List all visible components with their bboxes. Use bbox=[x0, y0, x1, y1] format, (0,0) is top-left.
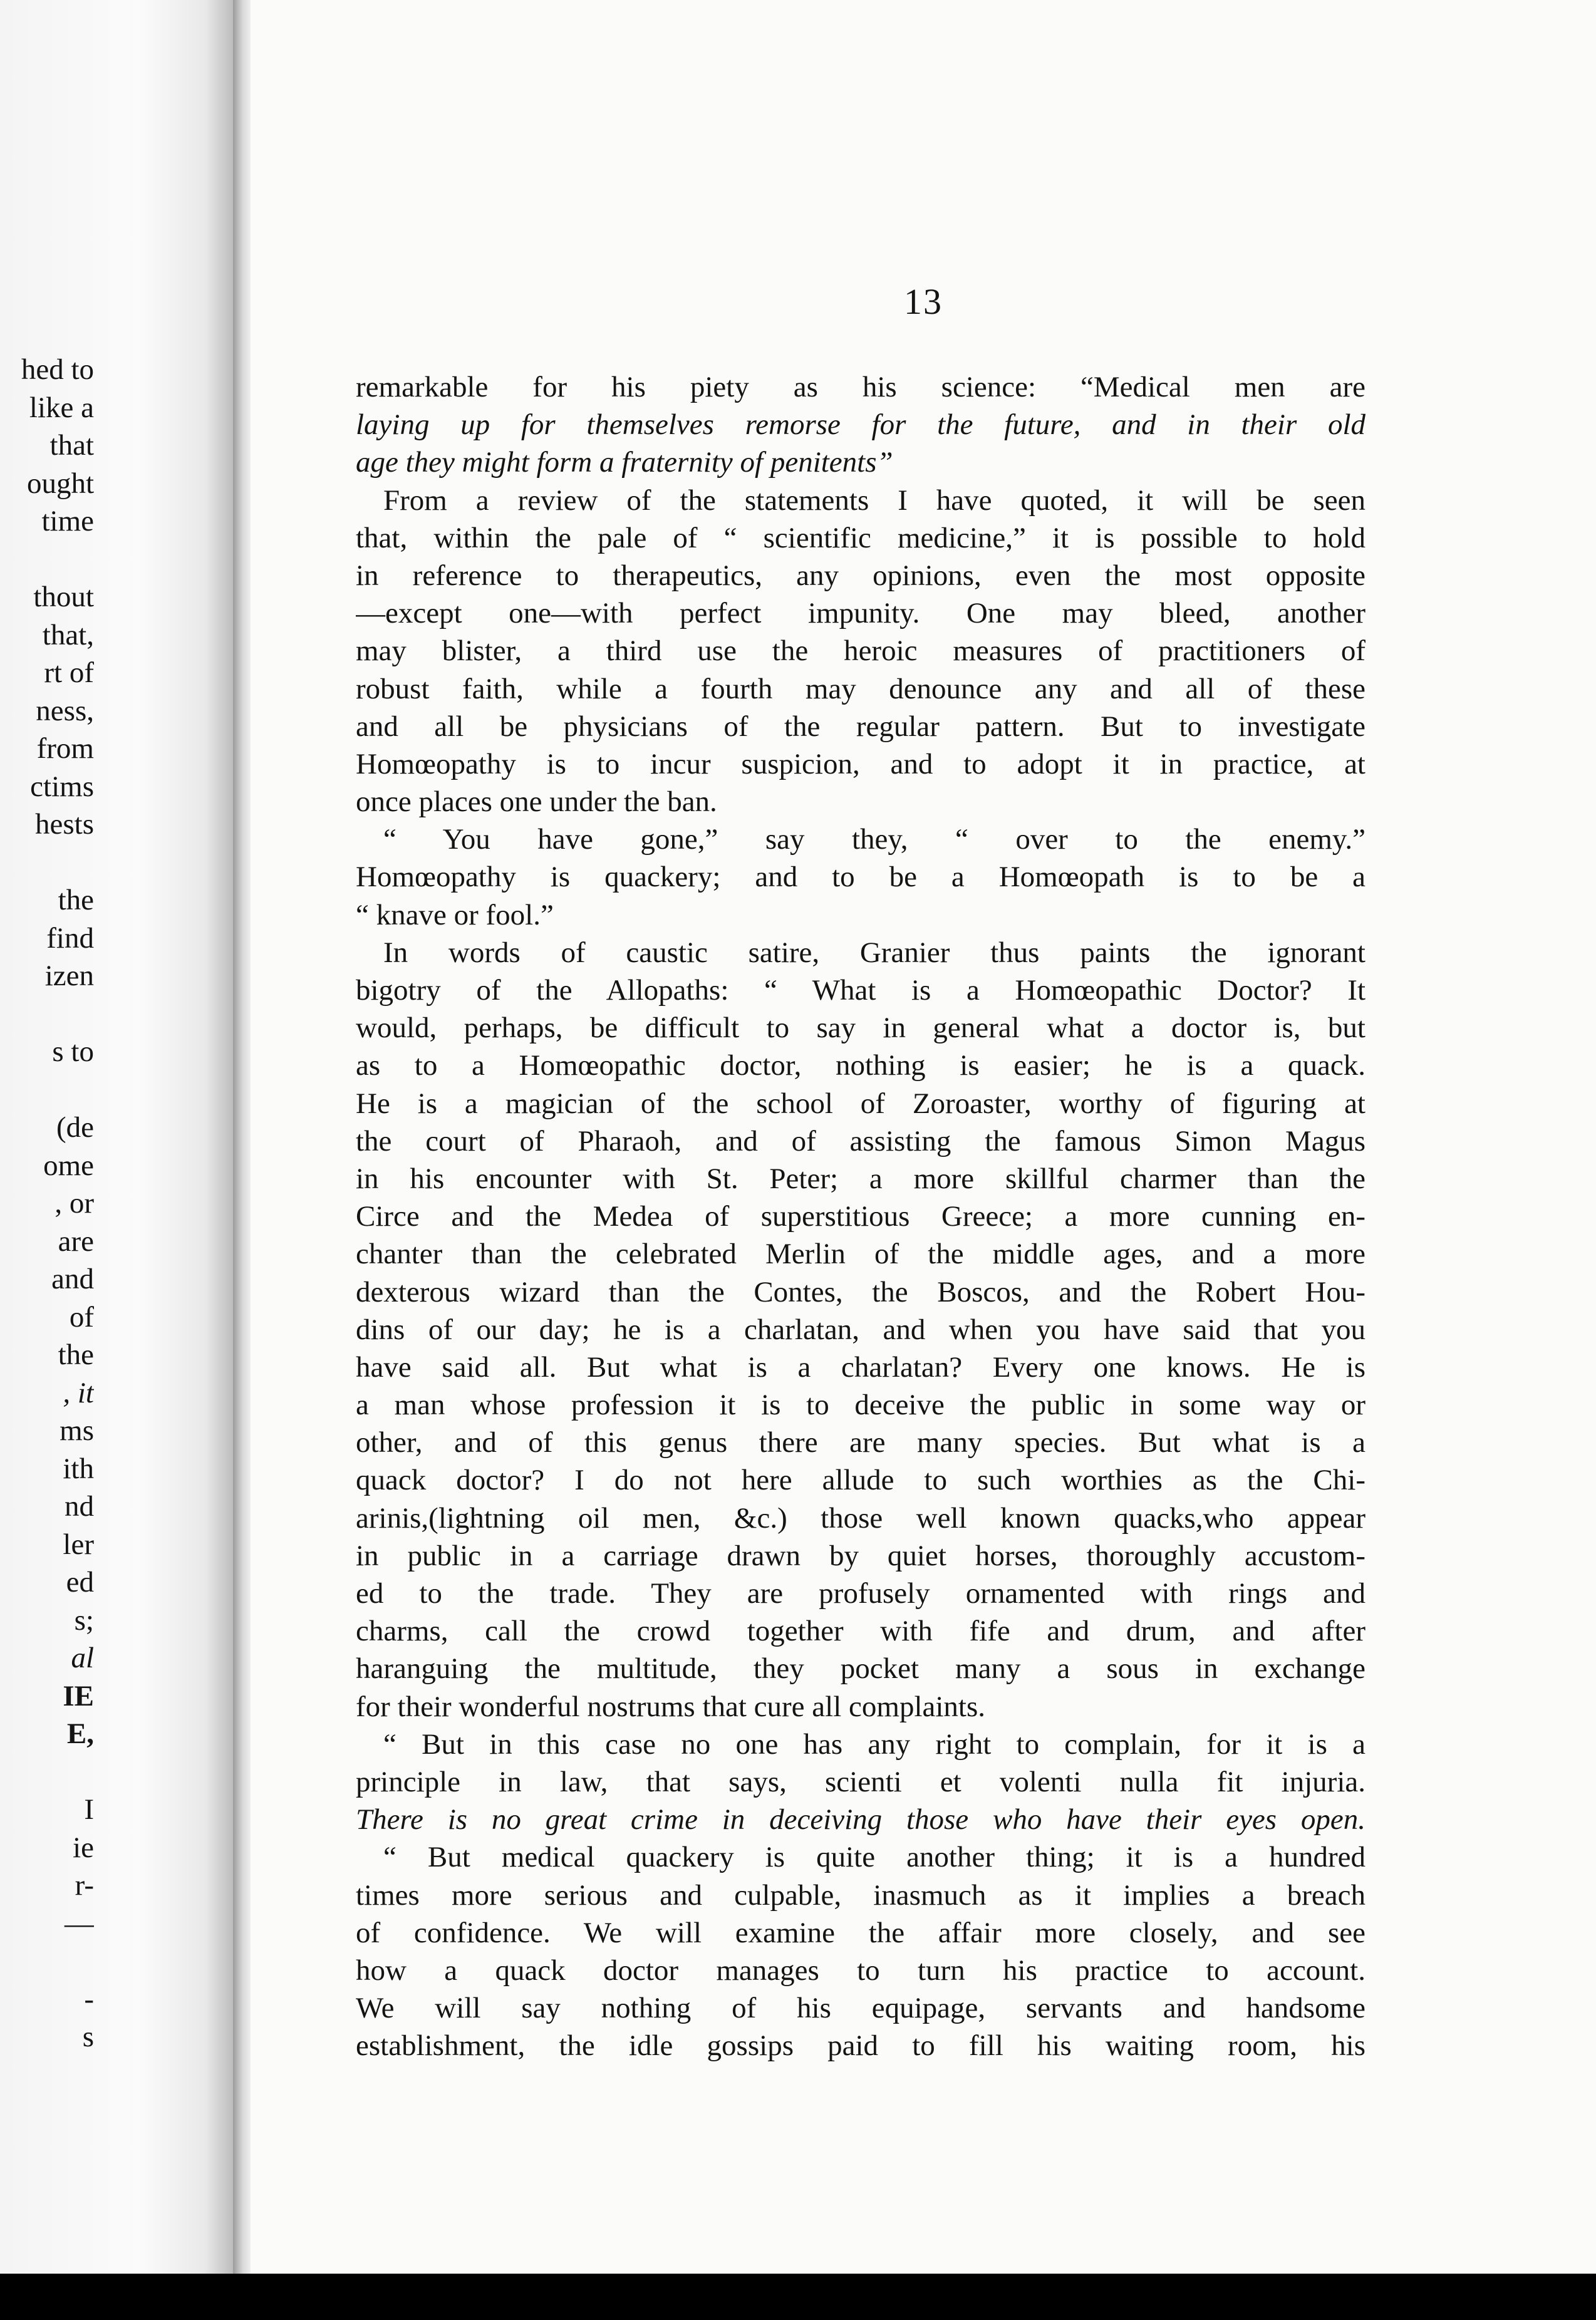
facing-page-line: ie bbox=[73, 1831, 94, 1864]
facing-page-line: nd bbox=[65, 1490, 94, 1523]
facing-page-line: ctims bbox=[30, 770, 94, 803]
text-line: arinis,(lightning oil men, &c.) those well known quacks,who appear bbox=[356, 1501, 1365, 1535]
facing-page-line: like a bbox=[29, 391, 94, 424]
facing-page-line: E, bbox=[66, 1717, 94, 1750]
text-line: From a review of the statements I have quoted, it will be seen bbox=[383, 484, 1365, 517]
text-line: once places one under the ban. bbox=[356, 785, 717, 819]
text-line: may blister, a third use the heroic measures of practitioners of bbox=[356, 634, 1365, 668]
facing-page-line: ome bbox=[43, 1149, 94, 1182]
text-line: in reference to therapeutics, any opinions, even the most opposite bbox=[356, 559, 1365, 592]
text-line: the court of Pharaoh, and of assisting the famous Simon Magus bbox=[356, 1124, 1365, 1157]
facing-page-line bbox=[0, 1753, 94, 1791]
facing-page-text bbox=[0, 351, 94, 2056]
facing-page-line: the bbox=[58, 1339, 94, 1371]
page-number: 13 bbox=[904, 281, 943, 322]
facing-page-line: ought bbox=[26, 467, 94, 500]
facing-page-line: I bbox=[84, 1793, 94, 1826]
facing-page-line: (de bbox=[56, 1111, 94, 1144]
text-line: He is a magician of the school of Zoroaster, worthy of figuring at bbox=[356, 1087, 1365, 1120]
text-line: age they might form a fraternity of penitents” bbox=[356, 446, 893, 479]
facing-page-line: of bbox=[69, 1300, 94, 1333]
facing-page-line: r- bbox=[75, 1869, 94, 1902]
facing-page-line: are bbox=[58, 1225, 94, 1258]
main-page bbox=[251, 0, 1596, 2274]
facing-page-line bbox=[0, 1071, 94, 1109]
text-line: charms, call the crowd together with fife and drum, and after bbox=[356, 1615, 1365, 1648]
facing-page-line: al bbox=[71, 1642, 94, 1674]
facing-page-line: the bbox=[58, 884, 94, 916]
facing-page-line: ith bbox=[63, 1452, 94, 1485]
facing-page-line bbox=[0, 1942, 94, 1981]
text-line: in public in a carriage drawn by quiet horses, thoroughly accustom- bbox=[356, 1539, 1365, 1572]
text-line: We will say nothing of his equipage, servants and handsome bbox=[356, 1992, 1365, 2025]
scan-border bbox=[0, 2274, 1596, 2320]
text-line: In words of caustic satire, Granier thus paints the ignorant bbox=[383, 936, 1365, 969]
facing-page-line: thout bbox=[33, 581, 94, 613]
text-line: “ knave or fool.” bbox=[356, 898, 554, 931]
text-line: robust faith, while a fourth may denounce any and all of these bbox=[356, 672, 1365, 705]
facing-page-line: s to bbox=[52, 1035, 94, 1068]
facing-page-line: and bbox=[51, 1263, 94, 1295]
text-line: Homœopathy is quackery; and to be a Homœopath is to be a bbox=[356, 861, 1365, 894]
text-line: “ But in this case no one has any right to complain, for it is a bbox=[383, 1727, 1365, 1761]
facing-page-line: - bbox=[84, 1982, 94, 2016]
text-line: laying up for themselves remorse for the future, and in their old bbox=[356, 408, 1365, 442]
facing-page bbox=[0, 0, 233, 2274]
text-line: principle in law, that says, scienti et volenti nulla fit injuria. bbox=[356, 1765, 1365, 1798]
facing-page-line: izen bbox=[44, 960, 94, 992]
text-line: as to a Homœopathic doctor, nothing is easier; he is a quack. bbox=[356, 1049, 1365, 1082]
facing-page-line: from bbox=[36, 732, 94, 765]
facing-page-line bbox=[0, 995, 94, 1033]
text-line: ed to the trade. They are profusely ornamented with rings and bbox=[356, 1577, 1365, 1610]
text-line: dexterous wizard than the Contes, the Boscos, and the Robert Hou- bbox=[356, 1275, 1365, 1308]
text-line: remarkable for his piety as his science: “Medical men are bbox=[356, 371, 1365, 403]
book-gutter bbox=[233, 0, 251, 2274]
text-line: There is no great crime in deceiving those who have their eyes open. bbox=[356, 1803, 1365, 1836]
text-line: bigotry of the Allopaths: “ What is a Homœopathic Doctor? It bbox=[356, 974, 1365, 1007]
facing-page-line: that, bbox=[42, 618, 94, 651]
text-line: and all be physicians of the regular pattern. But to investigate bbox=[356, 710, 1365, 743]
facing-page-line bbox=[0, 844, 94, 882]
text-line: have said all. But what is a charlatan? Every one knows. He is bbox=[356, 1350, 1365, 1384]
facing-page-line: IE bbox=[63, 1679, 94, 1712]
text-line: Circe and the Medea of superstitious Greece; a more cunning en- bbox=[356, 1200, 1365, 1233]
facing-page-line: that bbox=[49, 429, 94, 462]
facing-page-line: — bbox=[65, 1907, 94, 1940]
facing-page-line: s; bbox=[74, 1603, 94, 1637]
facing-page-line: hed to bbox=[21, 353, 94, 386]
facing-page-line bbox=[0, 541, 94, 579]
facing-page-line: ms bbox=[60, 1414, 94, 1447]
facing-page-line: , it bbox=[63, 1376, 94, 1409]
text-line: dins of our day; he is a charlatan, and when you have said that you bbox=[356, 1313, 1365, 1346]
facing-page-line: rt of bbox=[44, 656, 94, 689]
text-line: —except one—with perfect impunity. One may bleed, another bbox=[356, 597, 1365, 630]
text-line: other, and of this genus there are many species. But what is a bbox=[356, 1426, 1365, 1459]
text-line: quack doctor? I do not here allude to such worthies as the Chi- bbox=[356, 1464, 1365, 1497]
facing-page-line: find bbox=[46, 921, 94, 955]
facing-page-line: time bbox=[41, 505, 94, 537]
text-line: times more serious and culpable, inasmuch as it implies a breach bbox=[356, 1878, 1365, 1912]
facing-page-line: , or bbox=[54, 1187, 94, 1220]
text-line: “ You have gone,” say they, “ over to the enemy.” bbox=[383, 823, 1365, 856]
text-line: haranguing the multitude, they pocket many a sous in exchange bbox=[356, 1652, 1365, 1686]
text-line: “ But medical quackery is quite another thing; it is a hundred bbox=[383, 1841, 1365, 1874]
body-text bbox=[356, 368, 1365, 2064]
facing-page-line: s bbox=[82, 2021, 94, 2053]
text-line: how a quack doctor manages to turn his practice to account. bbox=[356, 1954, 1365, 1987]
text-line: Homœopathy is to incur suspicion, and to adopt it in practice, at bbox=[356, 747, 1365, 780]
facing-page-line: ed bbox=[66, 1566, 94, 1598]
text-line: of confidence. We will examine the affair more closely, and see bbox=[356, 1916, 1365, 1949]
text-line: would, perhaps, be difficult to say in general what a doctor is, but bbox=[356, 1012, 1365, 1045]
text-line: that, within the pale of “ scientific medicine,” it is possible to hold bbox=[356, 521, 1365, 554]
text-line: for their wonderful nostrums that cure all complaints. bbox=[356, 1690, 986, 1723]
text-line: a man whose profession it is to deceive the public in some way or bbox=[356, 1389, 1365, 1422]
text-line: chanter than the celebrated Merlin of the middle ages, and a more bbox=[356, 1238, 1365, 1271]
text-line: establishment, the idle gossips paid to fill his waiting room, his bbox=[356, 2029, 1365, 2063]
text-line: in his encounter with St. Peter; a more skillful charmer than the bbox=[356, 1162, 1365, 1195]
facing-page-line: ness, bbox=[36, 694, 94, 727]
facing-page-line: ler bbox=[63, 1528, 94, 1561]
facing-page-line: hests bbox=[35, 808, 94, 841]
